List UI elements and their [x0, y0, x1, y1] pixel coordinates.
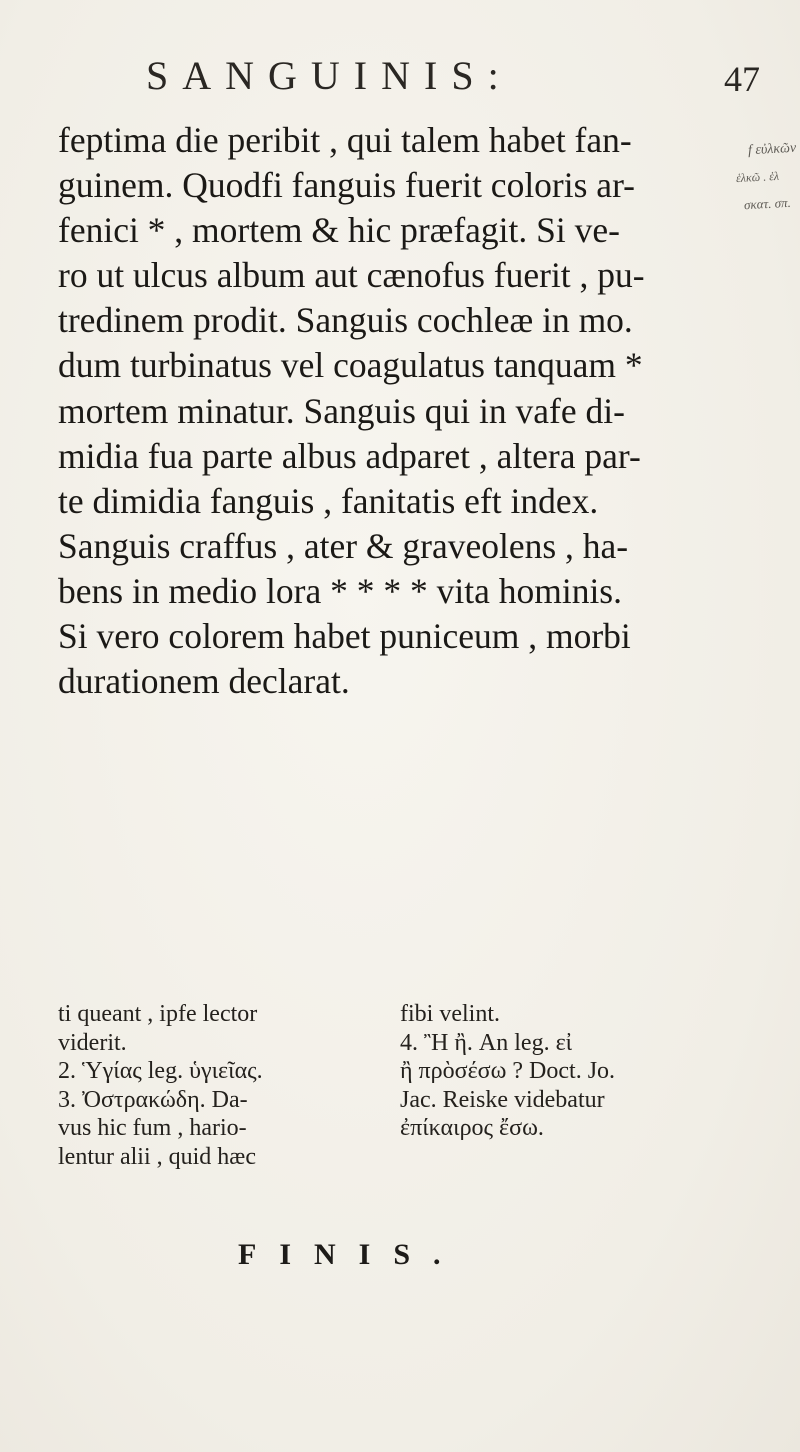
text-line: tredinem prodit. Sanguis cochleæ in mo.: [58, 300, 633, 341]
footnote-line: Jac. Reiske videbatur: [400, 1086, 605, 1113]
text-line: bens in medio lora * * * * vita hominis.: [58, 570, 622, 611]
footnote-line: ti queant , ipfe lector: [58, 1001, 258, 1027]
footnote-line: viderit.: [58, 1029, 127, 1056]
text-line: fenici * , mortem & hic præfagit. Si ve-: [58, 210, 620, 251]
text-line: guinem. Quodfi fanguis fuerit coloris ar-: [58, 165, 635, 206]
text-line: Sanguis craffus , ater & graveolens , ha-: [58, 525, 629, 566]
text-line: te dimidia fanguis , fanitatis eft index.: [58, 480, 599, 521]
marginal-note: σκατ. σπ.: [743, 194, 792, 213]
finis-colophon: FINIS.: [238, 1238, 464, 1271]
footnotes-left-column: [58, 1000, 378, 1171]
footnote-line: ἐπίκαιρος ἔσω.: [400, 1115, 544, 1141]
text-line: Si vero colorem habet puniceum , morbi: [58, 616, 631, 657]
running-title: SANGUINIS:: [146, 53, 513, 98]
footnote-line: lentur alii , quid hæc: [58, 1143, 256, 1170]
footnotes-right-column: [400, 1000, 760, 1143]
marginal-note: f εὐλκῶν: [747, 140, 797, 159]
text-line: ro ut ulcus album aut cænofus fuerit , pu-: [58, 255, 645, 296]
page-number: 47: [724, 59, 760, 99]
text-line: midia fua parte albus adparet , altera par-: [58, 435, 641, 476]
footnote-line: vus hic fum , hario-: [58, 1115, 247, 1141]
text-line: mortem minatur. Sanguis qui in vafe di-: [58, 390, 625, 431]
main-text-block: [58, 118, 738, 704]
text-line: feptima die peribit , qui talem habet fan-: [58, 120, 632, 160]
footnote-line: 4. Ἢ ἢ. An leg. εἰ: [400, 1029, 573, 1056]
footnote-line: fibi velint.: [400, 1001, 500, 1027]
footnote-line: ἢ πρὸσέσω ? Doct. Jo.: [400, 1058, 616, 1084]
marginal-note: ἑλκῶ . ἑλ: [735, 168, 780, 186]
text-line: durationem declarat.: [58, 661, 350, 702]
footnote-line: 2. Ὑγίας leg. ὑγιεῖας.: [58, 1058, 263, 1084]
text-line: dum turbinatus vel coagulatus tanquam *: [58, 345, 643, 386]
footnote-line: 3. Ὀστρακώδη. Da-: [58, 1086, 248, 1113]
